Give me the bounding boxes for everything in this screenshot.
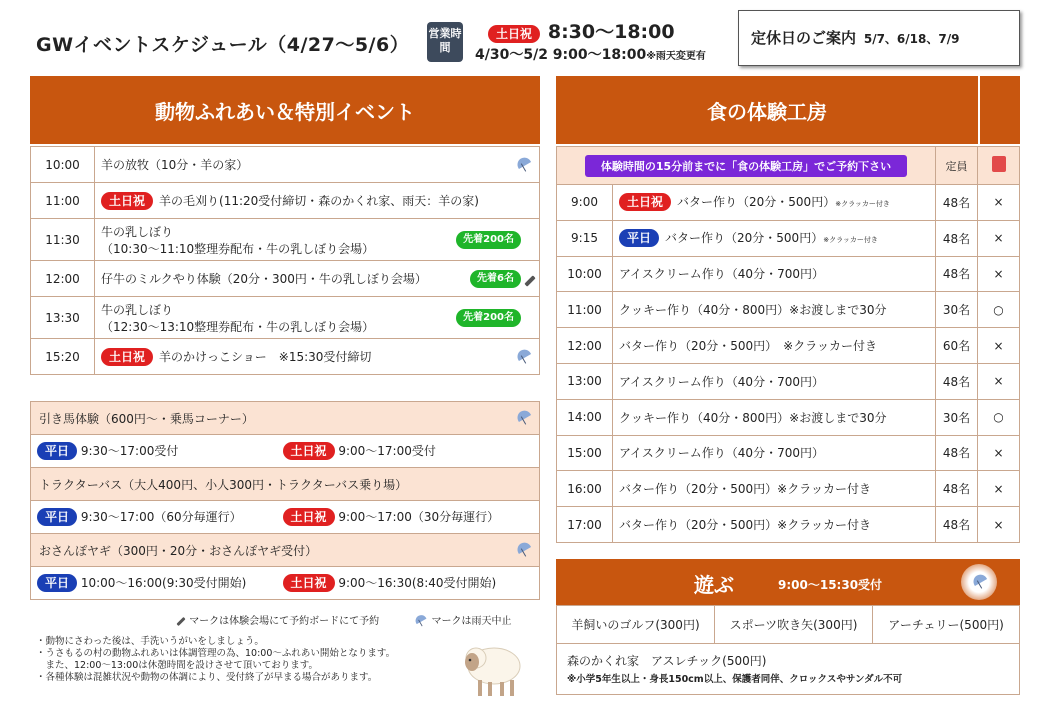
food-time: 10:00: [557, 256, 613, 292]
weekend-badge: 土日祝: [283, 574, 335, 592]
animal-time: 11:30: [31, 219, 95, 261]
food-item-name: クッキー作り（40分・800円）※お渡しまで30分: [619, 303, 887, 318]
food-row: [557, 256, 1020, 292]
play-item-archery: アーチェリー(500円): [888, 618, 1004, 632]
capacity-header: 定員: [936, 147, 978, 185]
weekday-badge: 平日: [37, 574, 77, 592]
animal-section-header: 動物ふれあい＆特別イベント: [30, 76, 540, 144]
period-hours-line: [475, 44, 706, 64]
food-row: [557, 507, 1020, 543]
play-hours: 9:00〜15:30受付: [778, 578, 883, 592]
ride-schedule-row: [31, 567, 540, 600]
food-takeout-mark: ×: [978, 507, 1020, 543]
limit-badge: 先着200名: [456, 231, 521, 249]
umbrella-icon: [515, 542, 531, 558]
weekday-badge: 平日: [37, 508, 77, 526]
pencil-icon: [524, 275, 535, 286]
weekday-badge: 平日: [37, 442, 77, 460]
play-section-header: [556, 559, 1020, 605]
food-capacity: 48名: [936, 435, 978, 471]
play-title: 遊ぶ: [694, 573, 734, 597]
ride-title: 引き馬体験（600円〜・乗馬コーナー）: [39, 411, 254, 426]
food-time: 15:00: [557, 435, 613, 471]
animal-event-line2: （12:30〜13:10整理券配布・牛の乳しぼり会場）: [101, 319, 375, 334]
weekday-badge: 平日: [619, 229, 659, 247]
food-time: 11:00: [557, 292, 613, 328]
play-item-blowgun: スポーツ吹き矢(300円): [715, 606, 873, 643]
weekend-badge: 土日祝: [283, 442, 335, 460]
play-athletic-note: ※小学5年生以上・身長150cm以上、保護者同伴、クロックスやサンダル不可: [567, 674, 903, 685]
note-line: ・うさもるの村の動物ふれあいは体調管理の為、10:00〜ふれあい開始となります。: [36, 648, 396, 659]
food-time: 13:00: [557, 363, 613, 399]
hours-tag: 営業時間: [427, 22, 463, 62]
pencil-icon: [176, 616, 185, 625]
animal-time: 15:20: [31, 339, 95, 375]
weekend-badge: 土日祝: [101, 192, 153, 210]
page-title: GWイベントスケジュール（4/27〜5/6）: [36, 34, 410, 56]
food-capacity: 48名: [936, 220, 978, 256]
reservation-notice: 体験時間の15分前までに「食の体験工房」でご予約下さい: [585, 155, 907, 177]
weekend-hours: 8:30〜18:00: [547, 21, 675, 43]
food-header-corner: [980, 76, 1020, 144]
notes: [36, 636, 395, 684]
period-hours: 4/30〜5/2 9:00〜18:00: [475, 47, 647, 63]
play-item-golf: 羊飼いのゴルフ(300円): [557, 606, 715, 643]
food-row: [557, 292, 1020, 328]
ride-title-row: [31, 468, 540, 501]
animal-time: 11:00: [31, 183, 95, 219]
play-grid: [556, 605, 1020, 695]
animal-time: 12:00: [31, 261, 95, 297]
food-section-header: [556, 76, 1020, 144]
food-row: [557, 435, 1020, 471]
ride-weekend-hours: 9:00〜16:30(8:40受付開始): [338, 576, 497, 590]
ride-title-row: [31, 402, 540, 435]
ride-schedule-row: [31, 501, 540, 534]
animal-event-line1: 羊の放牧（10分・羊の家）: [101, 158, 249, 172]
food-item-note: ※クラッカー付き: [823, 236, 878, 245]
food-item-name: アイスクリーム作り（40分・700円）: [619, 446, 824, 461]
note-line: ・動物にさわった後は、手洗いうがいをしましょう。: [36, 636, 264, 647]
food-time: 14:00: [557, 399, 613, 435]
closed-dates: 5/7、6/18、7/9: [863, 32, 960, 46]
rain-cancel-icon: [961, 564, 997, 600]
rain-note: ※雨天変更有: [646, 51, 706, 62]
animal-time: 13:30: [31, 297, 95, 339]
ride-weekday-hours: 10:00〜16:00(9:30受付開始): [80, 576, 247, 590]
food-time: 9:15: [557, 220, 613, 256]
closed-title: 定休日のご案内: [751, 29, 857, 47]
food-capacity: 30名: [936, 292, 978, 328]
takeout-icon-cell: [978, 147, 1020, 185]
food-takeout-mark: ○: [978, 399, 1020, 435]
umbrella-icon: [515, 349, 531, 365]
ride-title: おさんぽヤギ（300円・20分・おさんぽヤギ受付）: [39, 543, 318, 558]
food-row: [557, 471, 1020, 507]
animal-row: [31, 339, 540, 375]
food-item-name: クッキー作り（40分・800円）※お渡しまで30分: [619, 410, 887, 425]
food-takeout-mark: ×: [978, 471, 1020, 507]
umbrella-icon: [515, 157, 531, 173]
food-time: 16:00: [557, 471, 613, 507]
food-takeout-mark: ○: [978, 292, 1020, 328]
takeout-bag-icon: [992, 156, 1006, 172]
play-athletic: 森のかくれ家 アスレチック(500円): [567, 654, 767, 668]
legend: [176, 612, 512, 629]
animal-event-line1: 羊の毛刈り(11:20受付締切・森のかくれ家、雨天：羊の家): [159, 193, 479, 208]
food-takeout-mark: ×: [978, 363, 1020, 399]
animal-event-line2: （10:30〜11:10整理券配布・牛の乳しぼり会場）: [101, 241, 375, 256]
animal-event-line1: 仔牛のミルクやり体験（20分・300円・牛の乳しぼり会場）: [101, 272, 427, 286]
weekend-badge: 土日祝: [101, 348, 153, 366]
ride-title-row: [31, 534, 540, 567]
food-takeout-mark: ×: [978, 220, 1020, 256]
ride-weekday-hours: 9:30〜17:00受付: [80, 444, 179, 458]
weekend-badge: 土日祝: [619, 193, 671, 211]
animal-event-line1: 牛の乳しぼり: [101, 302, 174, 317]
food-takeout-mark: ×: [978, 435, 1020, 471]
food-item-name: バター作り（20分・500円） ※クラッカー付き: [619, 339, 877, 354]
animal-row: [31, 183, 540, 219]
note-line: ・各種体験は混雑状況や動物の体調により、受付終了が早まる場合があります。: [36, 672, 378, 683]
animal-schedule: [30, 146, 540, 375]
food-capacity: 48名: [936, 256, 978, 292]
food-item-name: バター作り（20分・500円）※クラッカー付き: [619, 518, 871, 533]
food-item-name: アイスクリーム作り（40分・700円）: [619, 267, 824, 282]
food-capacity: 48名: [936, 471, 978, 507]
food-row: [557, 185, 1020, 221]
food-takeout-mark: ×: [978, 256, 1020, 292]
food-capacity: 30名: [936, 399, 978, 435]
ride-schedule-row: [31, 435, 540, 468]
legend-umbrella: マークは雨天中止: [431, 616, 512, 627]
food-item-name: バター作り（20分・500円）: [677, 195, 836, 210]
weekend-badge: 土日祝: [283, 508, 335, 526]
rides-section: [30, 401, 540, 600]
ride-weekend-hours: 9:00〜17:00受付: [338, 444, 436, 458]
food-takeout-mark: ×: [978, 328, 1020, 364]
ride-weekday-hours: 9:30〜17:00（60分毎運行）: [80, 510, 242, 524]
food-item-name: バター作り（20分・500円）: [665, 231, 824, 246]
ride-title: トラクターバス（大人400円、小人300円・トラクターバス乗り場）: [39, 477, 408, 492]
legend-pencil: マークは体験会場にて予約ボードにて予約: [189, 616, 380, 627]
ride-weekend-hours: 9:00〜17:00（30分毎運行）: [338, 510, 500, 524]
food-schedule: [556, 146, 1020, 543]
animal-time: 10:00: [31, 147, 95, 183]
animal-row: [31, 261, 540, 297]
limit-badge: 先着200名: [456, 309, 521, 327]
food-row: [557, 328, 1020, 364]
animal-row: [31, 147, 540, 183]
food-row: [557, 363, 1020, 399]
food-capacity: 48名: [936, 185, 978, 221]
animal-row: [31, 219, 540, 261]
food-capacity: 48名: [936, 363, 978, 399]
umbrella-icon: [414, 615, 427, 628]
note-line: また、12:00〜13:00は休憩時間を設けさせて頂いております。: [36, 660, 318, 671]
food-item-name: バター作り（20分・500円）※クラッカー付き: [619, 482, 871, 497]
food-takeout-mark: ×: [978, 185, 1020, 221]
food-item-name: アイスクリーム作り（40分・700円）: [619, 374, 824, 389]
food-row: [557, 220, 1020, 256]
food-time: 9:00: [557, 185, 613, 221]
food-item-note: ※クラッカー付き: [835, 200, 890, 209]
animal-event-line1: 牛の乳しぼり: [101, 224, 174, 239]
closed-days-box: [738, 10, 1020, 66]
weekend-badge: 土日祝: [488, 25, 540, 43]
food-capacity: 48名: [936, 507, 978, 543]
food-capacity: 60名: [936, 328, 978, 364]
food-title: 食の体験工房: [556, 76, 978, 144]
food-time: 17:00: [557, 507, 613, 543]
umbrella-icon: [515, 410, 531, 426]
limit-badge: 先着6名: [470, 270, 521, 288]
animal-row: [31, 297, 540, 339]
sheep-illustration: [460, 636, 526, 702]
weekend-hours-line: [488, 17, 675, 44]
food-time: 12:00: [557, 328, 613, 364]
animal-event-line1: 羊のかけっこショー ※15:30受付締切: [159, 349, 372, 364]
food-row: [557, 399, 1020, 435]
